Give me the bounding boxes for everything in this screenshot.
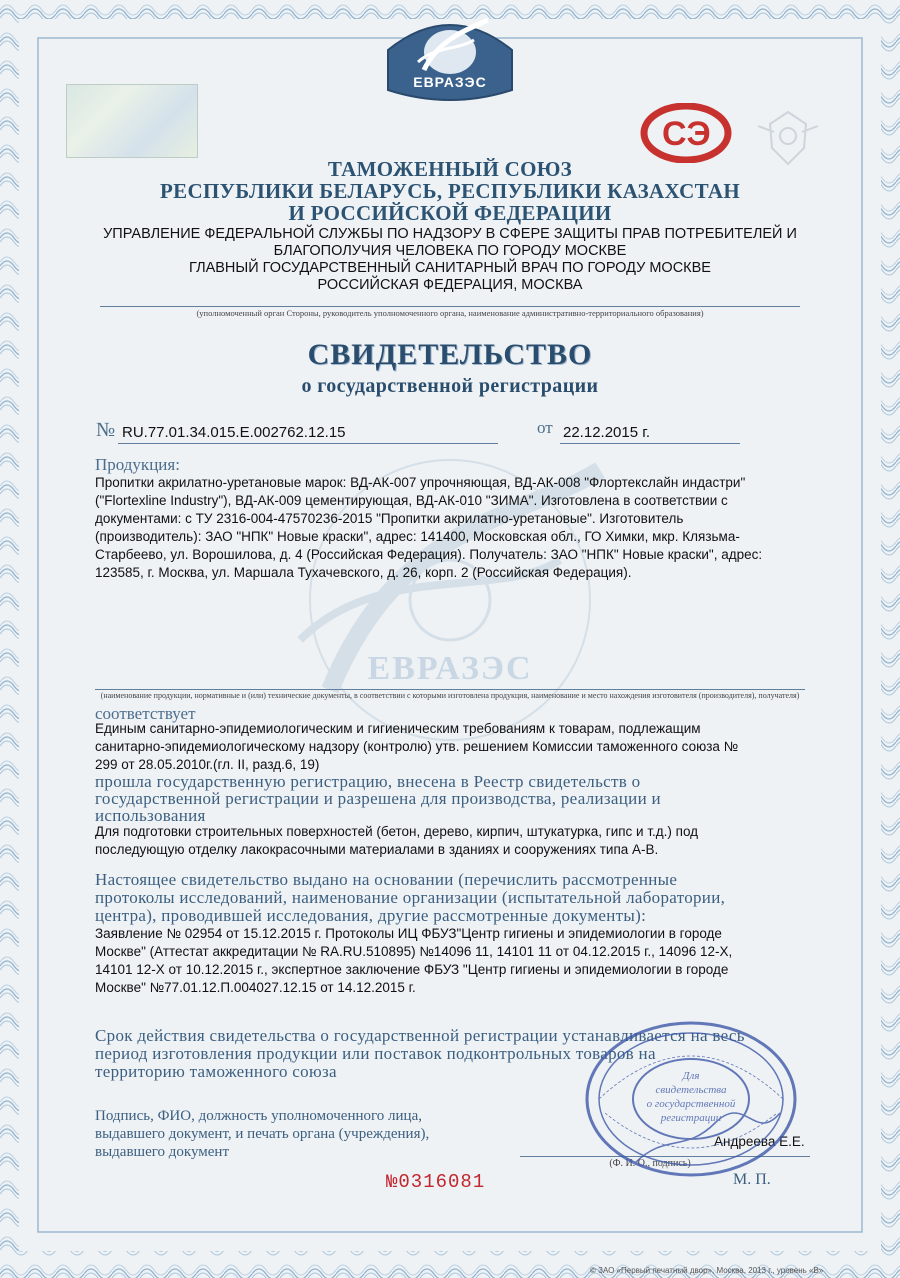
emblem-text: ЕВРАЗЭС: [413, 74, 487, 90]
complies-line-1: Единым санитарно-эпидемиологическим и гигиеническим требованиям к товарам, подлежащим: [95, 721, 701, 736]
complies-line-3: 299 от 28.05.2010г.(гл. II, разд.6, 19): [95, 757, 320, 772]
authority-line-4: РОССИЙСКАЯ ФЕДЕРАЦИЯ, МОСКВА: [317, 277, 583, 293]
certificate-date: 22.12.2015 г.: [563, 424, 651, 441]
signature-label-line-1: Подпись, ФИО, должность уполномоченного лица,: [95, 1108, 422, 1124]
basis-detail-line-1: Заявление № 02954 от 15.12.2015 г. Протоколы ИЦ ФБУЗ"Центр гигиены и эпидемиологии в городе: [95, 926, 722, 941]
product-line-3: документами: с ТУ 2316-004-47570236-2015 "Пропитки акрилатно-уретановые". Изготовитель: [95, 511, 684, 526]
authority-line-2: БЛАГОПОЛУЧИЯ ЧЕЛОВЕКА ПО ГОРОДУ МОСКВЕ: [273, 243, 627, 259]
validity-line-3: территорию таможенного союза: [95, 1062, 337, 1081]
product-divider: [95, 689, 805, 690]
basis-detail-line-2: Москве" (Аттестат аккредитации № RA.RU.510895) №14096 11, 14101 11 от 04.12.2015 г., 14096 12-Х,: [95, 944, 733, 959]
validity-line-1: Срок действия свидетельства о государственной регистрации устанавливается на весь: [95, 1026, 745, 1045]
document-subtitle: о государственной регистрации: [301, 375, 599, 397]
hologram-icon: [66, 84, 198, 158]
product-line-5: Старбеево, ул. Ворошилова, д. 4 (Российская Федерация). Получатель: ЗАО "НПК" Новые краски", адрес:: [95, 547, 763, 562]
authority-line-1: УПРАВЛЕНИЕ ФЕДЕРАЛЬНОЙ СЛУЖБЫ ПО НАДЗОРУ В СФЕРЕ ЗАЩИТЫ ПРАВ ПОТРЕБИТЕЛЕЙ И: [103, 226, 797, 242]
mark-symbol: CЭ: [662, 115, 711, 153]
date-label: от: [537, 418, 553, 437]
basis-line-1: Настоящее свидетельство выдано на основании (перечислить рассмотренные: [95, 870, 678, 889]
signature-label-line-3: выдавшего документ: [95, 1144, 230, 1160]
authority-line-3: ГЛАВНЫЙ ГОСУДАРСТВЕННЫЙ САНИТАРНЫЙ ВРАЧ ПО ГОРОДУ МОСКВЕ: [189, 260, 711, 276]
signer-caption: (Ф. И. О., подпись): [609, 1158, 691, 1169]
customs-union-line-1: ТАМОЖЕННЫЙ СОЮЗ: [327, 157, 573, 181]
complies-label: соответствует: [95, 704, 196, 723]
basis-line-3: центра), проводившей исследования, другие рассмотренные документы):: [95, 906, 647, 925]
usage-line-1: Для подготовки строительных поверхностей (бетон, дерево, кирпич, штукатурка, гипс и т.д.) под: [95, 824, 699, 839]
signature-label-line-2: выдавшего документ, и печать органа (учреждения),: [95, 1126, 430, 1142]
signer-name: Андреева Е.Е.: [714, 1134, 805, 1149]
registered-line-1: прошла государственную регистрацию, внесена в Реестр свидетельств о: [95, 772, 641, 791]
stamp-line-4: регистрации: [660, 1112, 722, 1124]
authority-caption: (уполномоченный орган Стороны, руководитель уполномоченного органа, наименование административно-территориального образования): [196, 308, 704, 318]
authority-divider: [100, 306, 800, 307]
registered-line-3: использования: [95, 806, 206, 825]
product-caption: (наименование продукции, нормативные и (или) технические документы, в соответствии с которыми изготовлена продукция, наименование и место нахождения изготовителя (производителя), получателя): [100, 691, 800, 700]
usage-line-2: последующую отделку лакокрасочными материалами в зданиях и сооружениях типа А-В.: [95, 842, 659, 857]
basis-line-2: протоколы исследований, наименование организации (испытательной лаборатории,: [95, 888, 726, 907]
basis-detail-line-3: 14101 12-Х от 10.12.2015 г., экспертное заключение ФБУЗ "Центр гигиены и эпидемиологии в городе: [95, 962, 729, 977]
customs-union-line-2: РЕСПУБЛИКИ БЕЛАРУСЬ, РЕСПУБЛИКИ КАЗАХСТАН: [160, 179, 740, 203]
registered-line-2: государственной регистрации и разрешена для производства, реализации и: [95, 789, 661, 808]
stamp-line-1: Для: [682, 1070, 700, 1082]
number-label: №: [96, 419, 116, 441]
basis-detail-line-4: Москве" №77.01.12.П.004027.12.15 от 14.12.2015 г.: [95, 980, 416, 995]
complies-line-2: санитарно-эпидемиологическому надзору (контролю) утв. решением Комиссии таможенного союза №: [95, 739, 739, 754]
stamp-line-2: свидетельства: [655, 1084, 727, 1096]
seal-place-label: М. П.: [733, 1171, 771, 1188]
footer-imprint: © ЗАО «Первый печатный двор», Москва, 2013 г., уровень «В»: [590, 1266, 824, 1275]
product-line-4: (производитель): ЗАО "НПК" Новые краски", адрес: 141400, Московская обл., ГО Химки, мкр. Клязьма-: [95, 529, 740, 544]
stamp-line-3: о государственной: [646, 1098, 736, 1110]
product-label: Продукция:: [95, 455, 180, 474]
serial-number: №0316081: [386, 1171, 486, 1193]
product-line-6: 123585, г. Москва, ул. Маршала Тухачевского, д. 26, корп. 2 (Российская Федерация).: [95, 565, 632, 580]
conformity-mark-icon: [640, 103, 732, 163]
product-line-1: Пропитки акрилатно-уретановые марок: ВД-АК-007 упрочняющая, ВД-АК-008 "Флортекслайн индастри": [95, 475, 746, 490]
customs-union-line-3: И РОССИЙСКОЙ ФЕДЕРАЦИИ: [288, 201, 612, 225]
document-title: СВИДЕТЕЛЬСТВО: [307, 338, 593, 371]
date-underline: [560, 443, 740, 444]
official-stamp-icon: [575, 1013, 801, 1179]
product-line-2: ("Flortexline Industry"), ВД-АК-009 цементирующая, ВД-АК-010 "ЗИМА". Изготовлена в соответствии с: [95, 493, 728, 508]
certificate-number: RU.77.01.34.015.Е.002762.12.15: [122, 424, 346, 441]
watermark-text: ЕВРАЗЭС: [367, 650, 533, 687]
number-underline: [118, 443, 498, 444]
validity-line-2: период изготовления продукции или поставок подконтрольных товаров на: [95, 1044, 656, 1063]
